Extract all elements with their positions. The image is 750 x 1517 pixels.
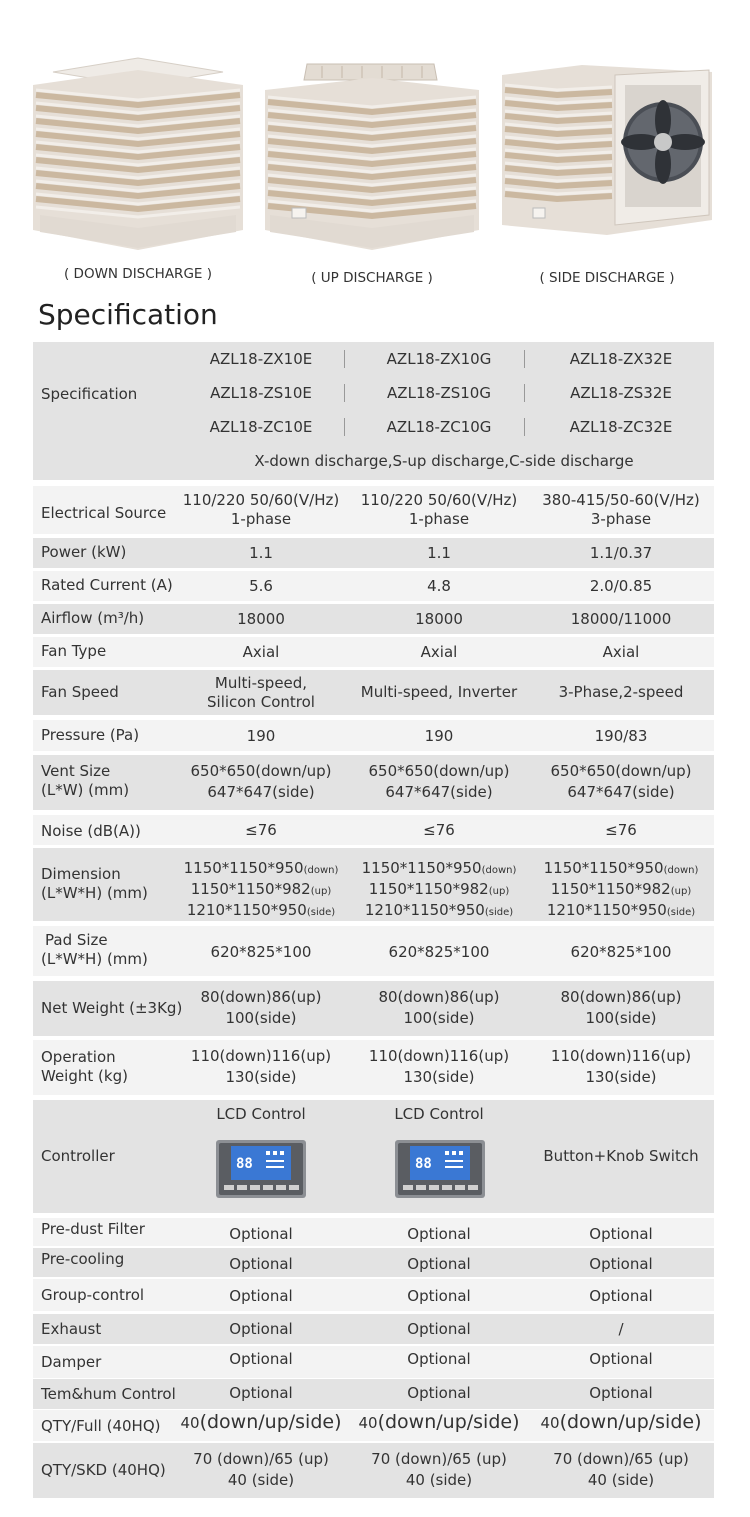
- spec-row-pre-cooling: [33, 1248, 714, 1277]
- qty-number: 40: [358, 1414, 378, 1432]
- value-cell: 620*825*100: [570, 943, 672, 961]
- value-cell: 3-Phase,2-speed: [558, 683, 684, 701]
- value-cell: Optional: [407, 1225, 471, 1243]
- dimension-suffix: (side): [306, 907, 336, 918]
- value-line: 110(down)116(up): [550, 1047, 692, 1065]
- value-cell: 1.1: [249, 544, 273, 562]
- value-cell: Optional: [229, 1350, 293, 1368]
- row-label: Power (kW): [41, 543, 127, 561]
- row-label: Damper: [41, 1353, 102, 1371]
- value-cell: Optional: [229, 1225, 293, 1243]
- down-discharge-caption: ( DOWN DISCHARGE ): [63, 266, 212, 282]
- qty-number: 40: [180, 1414, 200, 1432]
- side-discharge-cooler-image: [497, 50, 717, 290]
- dimension-suffix: (down): [303, 865, 339, 876]
- row-label: Pad Size: [45, 931, 108, 949]
- value-cell: 18000/11000: [570, 610, 672, 628]
- spec-row-airflow: [33, 604, 714, 634]
- spec-row-group-control: [33, 1279, 714, 1311]
- spec-row-tem-hum-control: [33, 1379, 714, 1409]
- value-cell: Axial: [420, 643, 458, 661]
- value-line: 70 (down)/65 (up): [371, 1450, 507, 1468]
- value-cell: 190/83: [594, 727, 648, 745]
- row-label: Net Weight (±3Kg): [41, 999, 183, 1017]
- value-line: 70 (down)/65 (up): [193, 1450, 329, 1468]
- value-line: 647*647(side): [385, 783, 493, 801]
- row-label: Specification: [41, 385, 138, 403]
- model-cell: AZL18-ZC10G: [386, 418, 492, 436]
- spec-row-net-weight: [33, 981, 714, 1036]
- row-label: Exhaust: [41, 1320, 102, 1338]
- value-cell: 4.8: [427, 577, 451, 595]
- dimension-suffix: (down): [663, 865, 699, 876]
- value-line: 647*647(side): [567, 783, 675, 801]
- spec-row-pressure: [33, 720, 714, 751]
- column-separator: [344, 384, 345, 402]
- row-label: Controller: [41, 1147, 115, 1165]
- value-cell: ≤76: [605, 821, 637, 839]
- value-cell: LCD Control: [394, 1105, 484, 1123]
- value-line: 647*647(side): [207, 783, 315, 801]
- value-cell: LCD Control: [216, 1105, 306, 1123]
- spec-row-vent-size: [33, 755, 714, 810]
- row-label: Electrical Source: [41, 504, 167, 522]
- value-line: 70 (down)/65 (up): [553, 1450, 689, 1468]
- value-cell: Optional: [229, 1287, 293, 1305]
- value-line: 40 (side): [227, 1471, 295, 1489]
- value-cell: Button+Knob Switch: [543, 1147, 699, 1165]
- model-cell: AZL18-ZX10G: [386, 350, 492, 368]
- dimension-suffix: (side): [484, 907, 514, 918]
- model-cell: AZL18-ZX10E: [209, 350, 313, 368]
- lcd-digits: 88: [236, 1156, 253, 1172]
- value-cell: ≤76: [245, 821, 277, 839]
- spec-row-damper: [33, 1346, 714, 1378]
- row-label: Operation: [41, 1048, 116, 1066]
- value-line: 650*650(down/up): [190, 762, 332, 780]
- value-cell: Optional: [229, 1320, 293, 1338]
- product-images: [0, 0, 750, 300]
- value-line: 100(side): [403, 1009, 475, 1027]
- dimension-value: 1150*1150*950: [543, 859, 664, 877]
- spec-row-current: [33, 571, 714, 601]
- row-label: Vent Size: [41, 762, 111, 780]
- row-label: Weight (kg): [41, 1067, 128, 1085]
- value-cell: Axial: [242, 643, 280, 661]
- value-cell: Optional: [407, 1320, 471, 1338]
- dimension-suffix: (up): [488, 886, 510, 897]
- value-cell: Axial: [602, 643, 640, 661]
- value-line: 100(side): [585, 1009, 657, 1027]
- row-label: Noise (dB(A)): [41, 822, 141, 840]
- value-cell: 18000: [237, 610, 285, 628]
- value-line: 80(down)86(up): [560, 988, 682, 1006]
- value-cell: Optional: [589, 1384, 653, 1402]
- spec-row-electrical: [33, 486, 714, 534]
- value-cell: Optional: [589, 1255, 653, 1273]
- model-cell: AZL18-ZC10E: [209, 418, 313, 436]
- value-line: 130(side): [403, 1068, 475, 1086]
- spec-row-exhaust: [33, 1314, 714, 1344]
- column-separator: [524, 350, 525, 368]
- row-label: Pressure (Pa): [41, 726, 140, 744]
- spec-row-qty-full: [33, 1410, 714, 1441]
- model-cell: AZL18-ZX32E: [569, 350, 673, 368]
- spec-row-noise: [33, 815, 714, 845]
- dimension-value: 1150*1150*950: [361, 859, 482, 877]
- value-cell: 2.0/0.85: [589, 577, 653, 595]
- value-line: 1-phase: [408, 510, 470, 528]
- value-line: 40 (side): [405, 1471, 473, 1489]
- value-cell: Optional: [229, 1384, 293, 1402]
- value-cell: Optional: [229, 1255, 293, 1273]
- row-label: (L*W*H) (mm): [41, 884, 148, 902]
- lcd-digits: 88: [415, 1156, 432, 1172]
- value-cell: Optional: [589, 1225, 653, 1243]
- discharge-note: X-down discharge,S-up discharge,C-side discharge: [254, 452, 634, 470]
- value-line: 110/220 50/60(V/Hz): [182, 491, 340, 509]
- dimension-suffix: (down): [481, 865, 517, 876]
- dimension-suffix: (up): [310, 886, 332, 897]
- value-line: 40 (side): [587, 1471, 655, 1489]
- value-line: 110(down)116(up): [190, 1047, 332, 1065]
- column-separator: [344, 350, 345, 368]
- dimension-value: 1150*1150*982: [190, 880, 311, 898]
- spec-row-fan-type: [33, 637, 714, 667]
- value-cell: ≤76: [423, 821, 455, 839]
- column-separator: [524, 418, 525, 436]
- page-title: Specification: [38, 298, 218, 331]
- up-discharge-cooler-image: [262, 50, 482, 290]
- value-line: 110/220 50/60(V/Hz): [360, 491, 518, 509]
- lcd-controller-image: [395, 1140, 485, 1198]
- row-label: Tem&hum Control: [41, 1385, 176, 1403]
- value-line: 130(side): [225, 1068, 297, 1086]
- dimension-value: 1150*1150*950: [183, 859, 304, 877]
- lcd-controller-image: [216, 1140, 306, 1198]
- value-cell: 5.6: [249, 577, 273, 595]
- qty-paren: (down/up/side): [559, 1411, 702, 1433]
- value-cell: 190: [246, 727, 276, 745]
- value-cell: 190: [424, 727, 454, 745]
- value-line: 100(side): [225, 1009, 297, 1027]
- dimension-value: 1150*1150*982: [550, 880, 671, 898]
- value-line: 80(down)86(up): [378, 988, 500, 1006]
- dimension-suffix: (side): [666, 907, 696, 918]
- spec-row-qty-skd: [33, 1443, 714, 1498]
- value-cell: 620*825*100: [210, 943, 312, 961]
- dimension-value: 1210*1150*950: [546, 901, 667, 919]
- dimension-value: 1150*1150*982: [368, 880, 489, 898]
- dimension-value: 1210*1150*950: [186, 901, 307, 919]
- spec-row-controller: [33, 1100, 714, 1213]
- value-cell: Optional: [407, 1384, 471, 1402]
- value-line: 80(down)86(up): [200, 988, 322, 1006]
- qty-paren: (down/up/side): [377, 1411, 520, 1433]
- spec-row-operation-weight: [33, 1040, 714, 1095]
- value-line: 650*650(down/up): [368, 762, 510, 780]
- dimension-suffix: (up): [670, 886, 692, 897]
- column-separator: [524, 384, 525, 402]
- down-discharge-cooler-image: [28, 50, 248, 290]
- value-cell: 18000: [415, 610, 463, 628]
- value-line: Silicon Control: [207, 693, 315, 711]
- model-cell: AZL18-ZS10E: [210, 384, 312, 402]
- value-line: 110(down)116(up): [368, 1047, 510, 1065]
- value-line: 130(side): [585, 1068, 657, 1086]
- value-cell: Optional: [407, 1255, 471, 1273]
- spec-row-pre-dust-filter: [33, 1218, 714, 1246]
- spec-row-dimension: [33, 848, 714, 921]
- row-label: Rated Current (A): [41, 576, 173, 594]
- value-cell: Optional: [407, 1350, 471, 1368]
- value-cell: Optional: [589, 1287, 653, 1305]
- row-label: (L*W) (mm): [41, 781, 130, 799]
- spec-row-models: [33, 342, 714, 480]
- column-separator: [344, 418, 345, 436]
- value-cell: Optional: [589, 1350, 653, 1368]
- row-label: QTY/Full (40HQ): [41, 1417, 161, 1435]
- spec-row-fan-speed: [33, 670, 714, 715]
- value-cell: Optional: [407, 1287, 471, 1305]
- row-label: Pre-cooling: [41, 1250, 125, 1268]
- side-discharge-caption: ( SIDE DISCHARGE ): [539, 270, 675, 286]
- value-cell: Multi-speed, Inverter: [360, 683, 518, 701]
- model-cell: AZL18-ZS10G: [387, 384, 491, 402]
- model-cell: AZL18-ZS32E: [570, 384, 672, 402]
- up-discharge-caption: ( UP DISCHARGE ): [311, 270, 433, 286]
- row-label: Airflow (m³/h): [41, 609, 145, 627]
- value-line: Multi-speed,: [214, 674, 308, 692]
- value-line: 3-phase: [590, 510, 652, 528]
- value-line: 380-415/50-60(V/Hz): [542, 491, 700, 509]
- row-label: Fan Speed: [41, 683, 119, 701]
- spec-row-power: [33, 538, 714, 568]
- row-label: (L*W*H) (mm): [41, 950, 148, 968]
- value-cell: 1.1: [427, 544, 451, 562]
- row-label: Dimension: [41, 865, 121, 883]
- value-line: 1-phase: [230, 510, 292, 528]
- qty-number: 40: [540, 1414, 560, 1432]
- row-label: QTY/SKD (40HQ): [41, 1461, 166, 1479]
- value-cell: 620*825*100: [388, 943, 490, 961]
- row-label: Fan Type: [41, 642, 107, 660]
- value-cell: 1.1/0.37: [589, 544, 653, 562]
- value-line: 650*650(down/up): [550, 762, 692, 780]
- qty-paren: (down/up/side): [199, 1411, 342, 1433]
- model-cell: AZL18-ZC32E: [569, 418, 673, 436]
- value-cell: /: [618, 1320, 624, 1338]
- spec-row-pad-size: [33, 926, 714, 976]
- row-label: Group-control: [41, 1286, 145, 1304]
- row-label: Pre-dust Filter: [41, 1220, 145, 1238]
- dimension-value: 1210*1150*950: [364, 901, 485, 919]
